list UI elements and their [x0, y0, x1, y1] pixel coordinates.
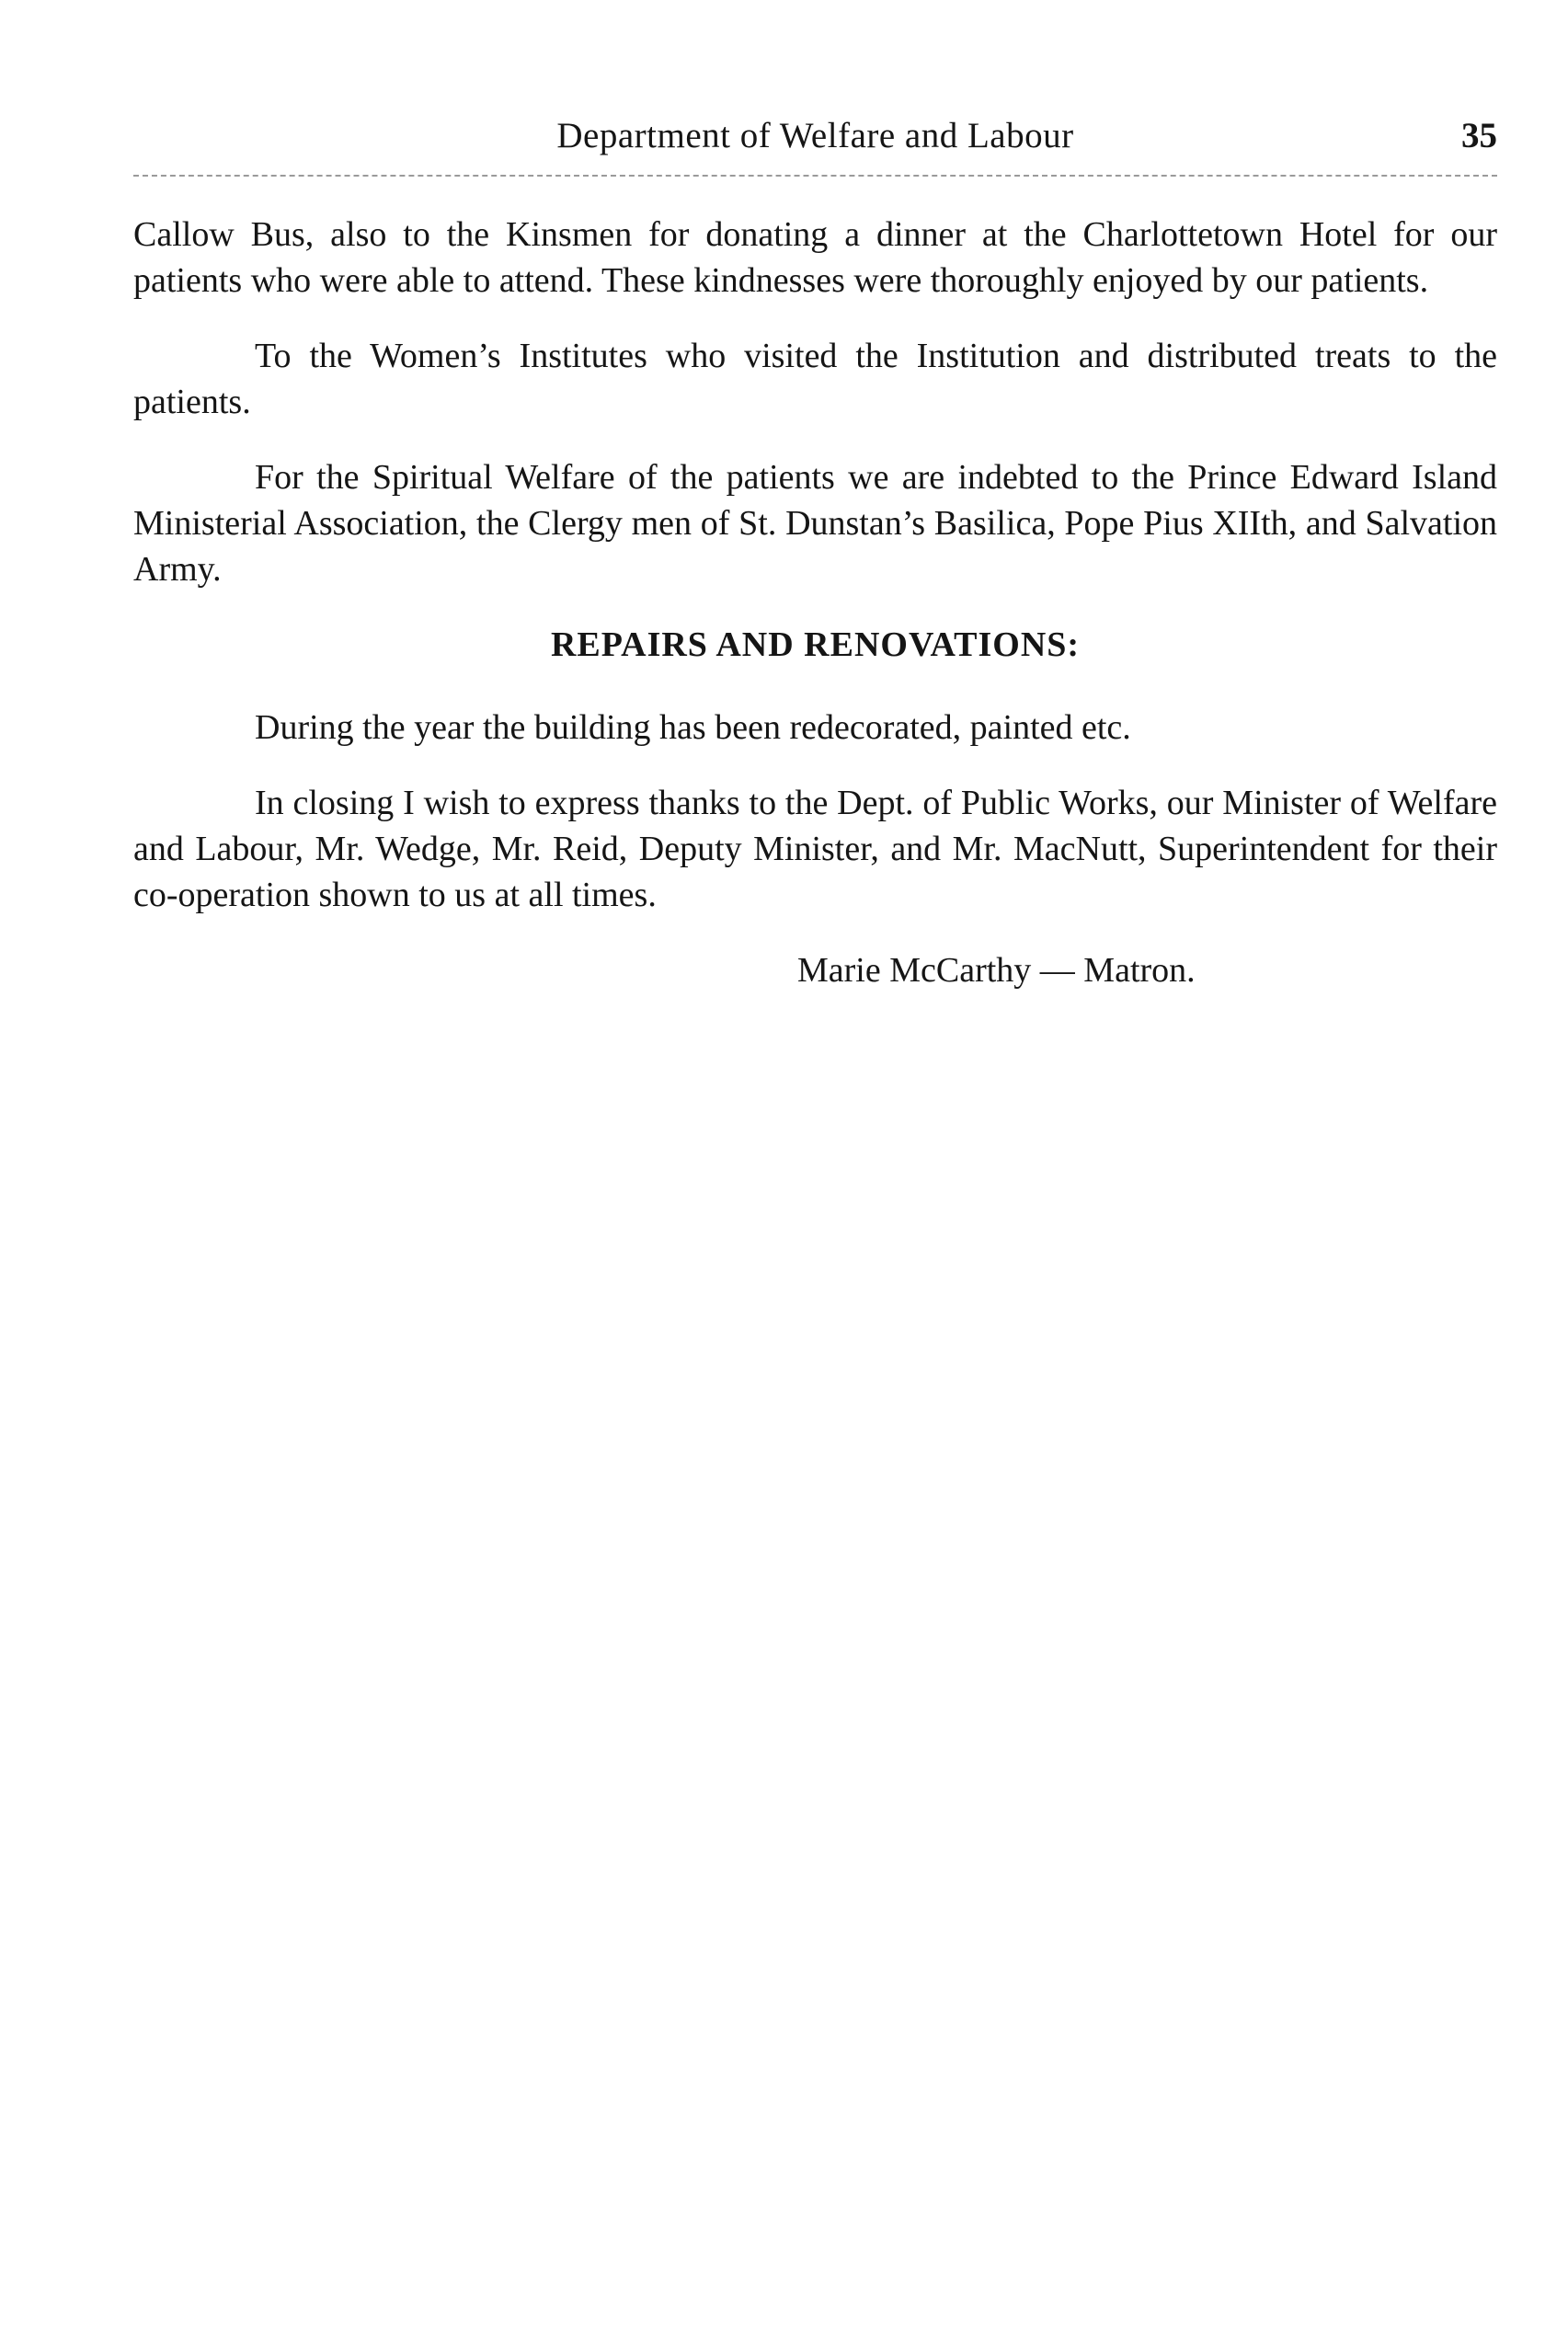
section-heading: REPAIRS AND RENOVATIONS: [550, 625, 1081, 664]
paragraph: In closing I wish to express thanks to the Dept. of Public Works, our Minister of Welfare and Labour, Mr. Wedge, Mr. Reid, Deputy Minister, and Mr. MacNutt, Superintendent for their co-operation shown to us at all times. [133, 784, 1497, 914]
header-divider [133, 175, 1497, 177]
running-header-title: Department of Welfare and Labour [556, 116, 1074, 155]
paragraph: During the year the building has been redecorated, painted etc. [255, 708, 1131, 747]
signature-line: Marie McCarthy — Matron. [797, 951, 1196, 990]
page-number: 35 [1461, 116, 1497, 155]
paragraph: For the Spiritual Welfare of the patients we are indebted to the Prince Edward Island Ministerial Association, the Clergy men of St. Dunstan’s Basilica, Pope Pius XIIth, and Salvation Army. [133, 458, 1497, 589]
document-body [133, 212, 1497, 993]
paragraph: Callow Bus, also to the Kinsmen for donating a dinner at the Charlottetown Hotel for our patients who were able to attend. These kindnesses were thoroughly enjoyed by our patients. [133, 215, 1497, 300]
page-header [133, 109, 1497, 164]
paragraph: To the Women’s Institutes who visited the Institution and distributed treats to the patients. [133, 337, 1497, 421]
